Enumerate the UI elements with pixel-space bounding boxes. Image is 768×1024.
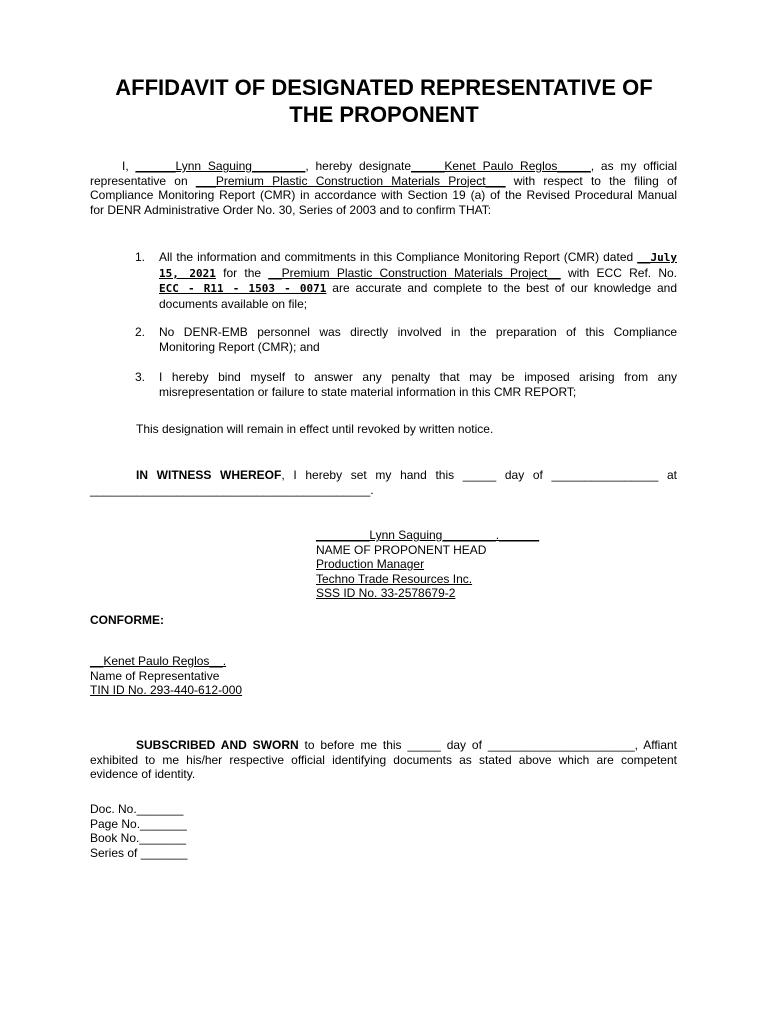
item1-line1: All the information and commitments in this Compliance Monitoring Report (CMR) dated: [159, 250, 634, 264]
list-number: 3.: [135, 370, 146, 384]
representative-signature-name: __Kenet Paulo Reglos__.: [90, 654, 227, 668]
item1-project: __Premium Plastic Construction Materials Project__: [268, 265, 561, 280]
proponent-sss: SSS ID No. 33-2578679-2: [316, 586, 456, 600]
conforme-heading: CONFORME:: [90, 613, 164, 627]
proponent-name: ________Lynn Saguing________.______: [316, 528, 540, 542]
list-item-2: [135, 325, 677, 354]
intro-suffix: , as my official: [590, 159, 677, 173]
series-field: Series of _______: [90, 845, 188, 860]
intro-line3: Compliance Monitoring Report (CMR) in accordance with Section 19 (a) of the Revised Procedural Manual: [90, 188, 677, 202]
proponent-label: NAME OF PROPONENT HEAD: [316, 542, 487, 557]
item1-ecc-label: with ECC Ref. No.: [567, 265, 678, 280]
item3-line2: misrepresentation or failure to state material information in this CMR REPORT;: [159, 384, 577, 399]
sworn-paragraph: [90, 738, 677, 782]
item2-line1: No DENR-EMB personnel was directly involved in the preparation of this Compliance: [159, 325, 677, 339]
list-number: 2.: [135, 325, 146, 339]
sworn-line3: evidence of identity.: [90, 767, 196, 781]
proponent-company: Techno Trade Resources Inc.: [316, 571, 473, 586]
cmr-date-part2: 15, 2021: [159, 266, 216, 280]
list-number: 1.: [135, 250, 146, 264]
witness-text: , I hereby set my hand this _____ day of ________________ at: [281, 468, 678, 482]
representative-name: _____Kenet Paulo Reglos_____: [411, 159, 591, 173]
proponent-signature-block: [316, 528, 539, 601]
item1-for-the: for the: [223, 265, 262, 280]
item2-line2: Monitoring Report (CMR); and: [159, 339, 320, 354]
witness-heading: IN WITNESS WHEREOF: [136, 468, 282, 482]
title-line-2: THE PROPONENT: [289, 102, 479, 127]
project-name: ___Premium Plastic Construction Materials Project___: [195, 173, 506, 188]
item3-line1: I hereby bind myself to answer any penalty that may be imposed arising from any: [159, 370, 677, 384]
intro-paragraph: [90, 159, 677, 217]
intro-mid: , hereby designate: [305, 159, 412, 173]
item1-line3: are accurate and complete to the best of our knowledge and: [332, 281, 677, 295]
page-no-field: Page No._______: [90, 816, 187, 831]
sworn-text: to before me this _____ day of ______________________, Affiant: [298, 738, 677, 752]
intro-prefix: I,: [122, 159, 136, 173]
title-line-1: AFFIDAVIT OF DESIGNATED REPRESENTATIVE OF: [115, 75, 653, 100]
sworn-heading: SUBSCRIBED AND SWORN: [136, 738, 299, 752]
representative-tin: TIN ID No. 293-440-612-000: [90, 683, 243, 697]
intro-line2-prefix: representative on: [90, 173, 196, 188]
ecc-reference: ECC - R11 - 1503 - 0071: [159, 282, 327, 295]
intro-line2-suffix: with respect to the filing of: [505, 173, 678, 188]
doc-no-field: Doc. No._______: [90, 802, 184, 816]
representative-label: Name of Representative: [90, 668, 220, 683]
affiant-name: ______Lynn Saguing________: [135, 159, 306, 173]
witness-line2: __________________________________________.: [90, 482, 374, 497]
designation-note: This designation will remain in effect until revoked by written notice.: [136, 422, 494, 436]
cmr-date-part1: __July: [637, 251, 677, 264]
sworn-line2: exhibited to me his/her respective official identifying documents as stated above which are competent: [90, 752, 677, 767]
document-title: [60, 74, 708, 128]
item1-line4: documents available on file;: [159, 296, 308, 311]
conforme-block: [90, 654, 242, 698]
list-item-1: [135, 250, 677, 311]
intro-line4: for DENR Administrative Order No. 30, Series of 2003 and to confirm THAT:: [90, 202, 492, 217]
book-no-field: Book No._______: [90, 831, 187, 845]
proponent-position: Production Manager: [316, 557, 425, 571]
witness-paragraph: [90, 468, 677, 497]
notary-fields: [90, 802, 187, 860]
list-item-3: [135, 370, 677, 399]
